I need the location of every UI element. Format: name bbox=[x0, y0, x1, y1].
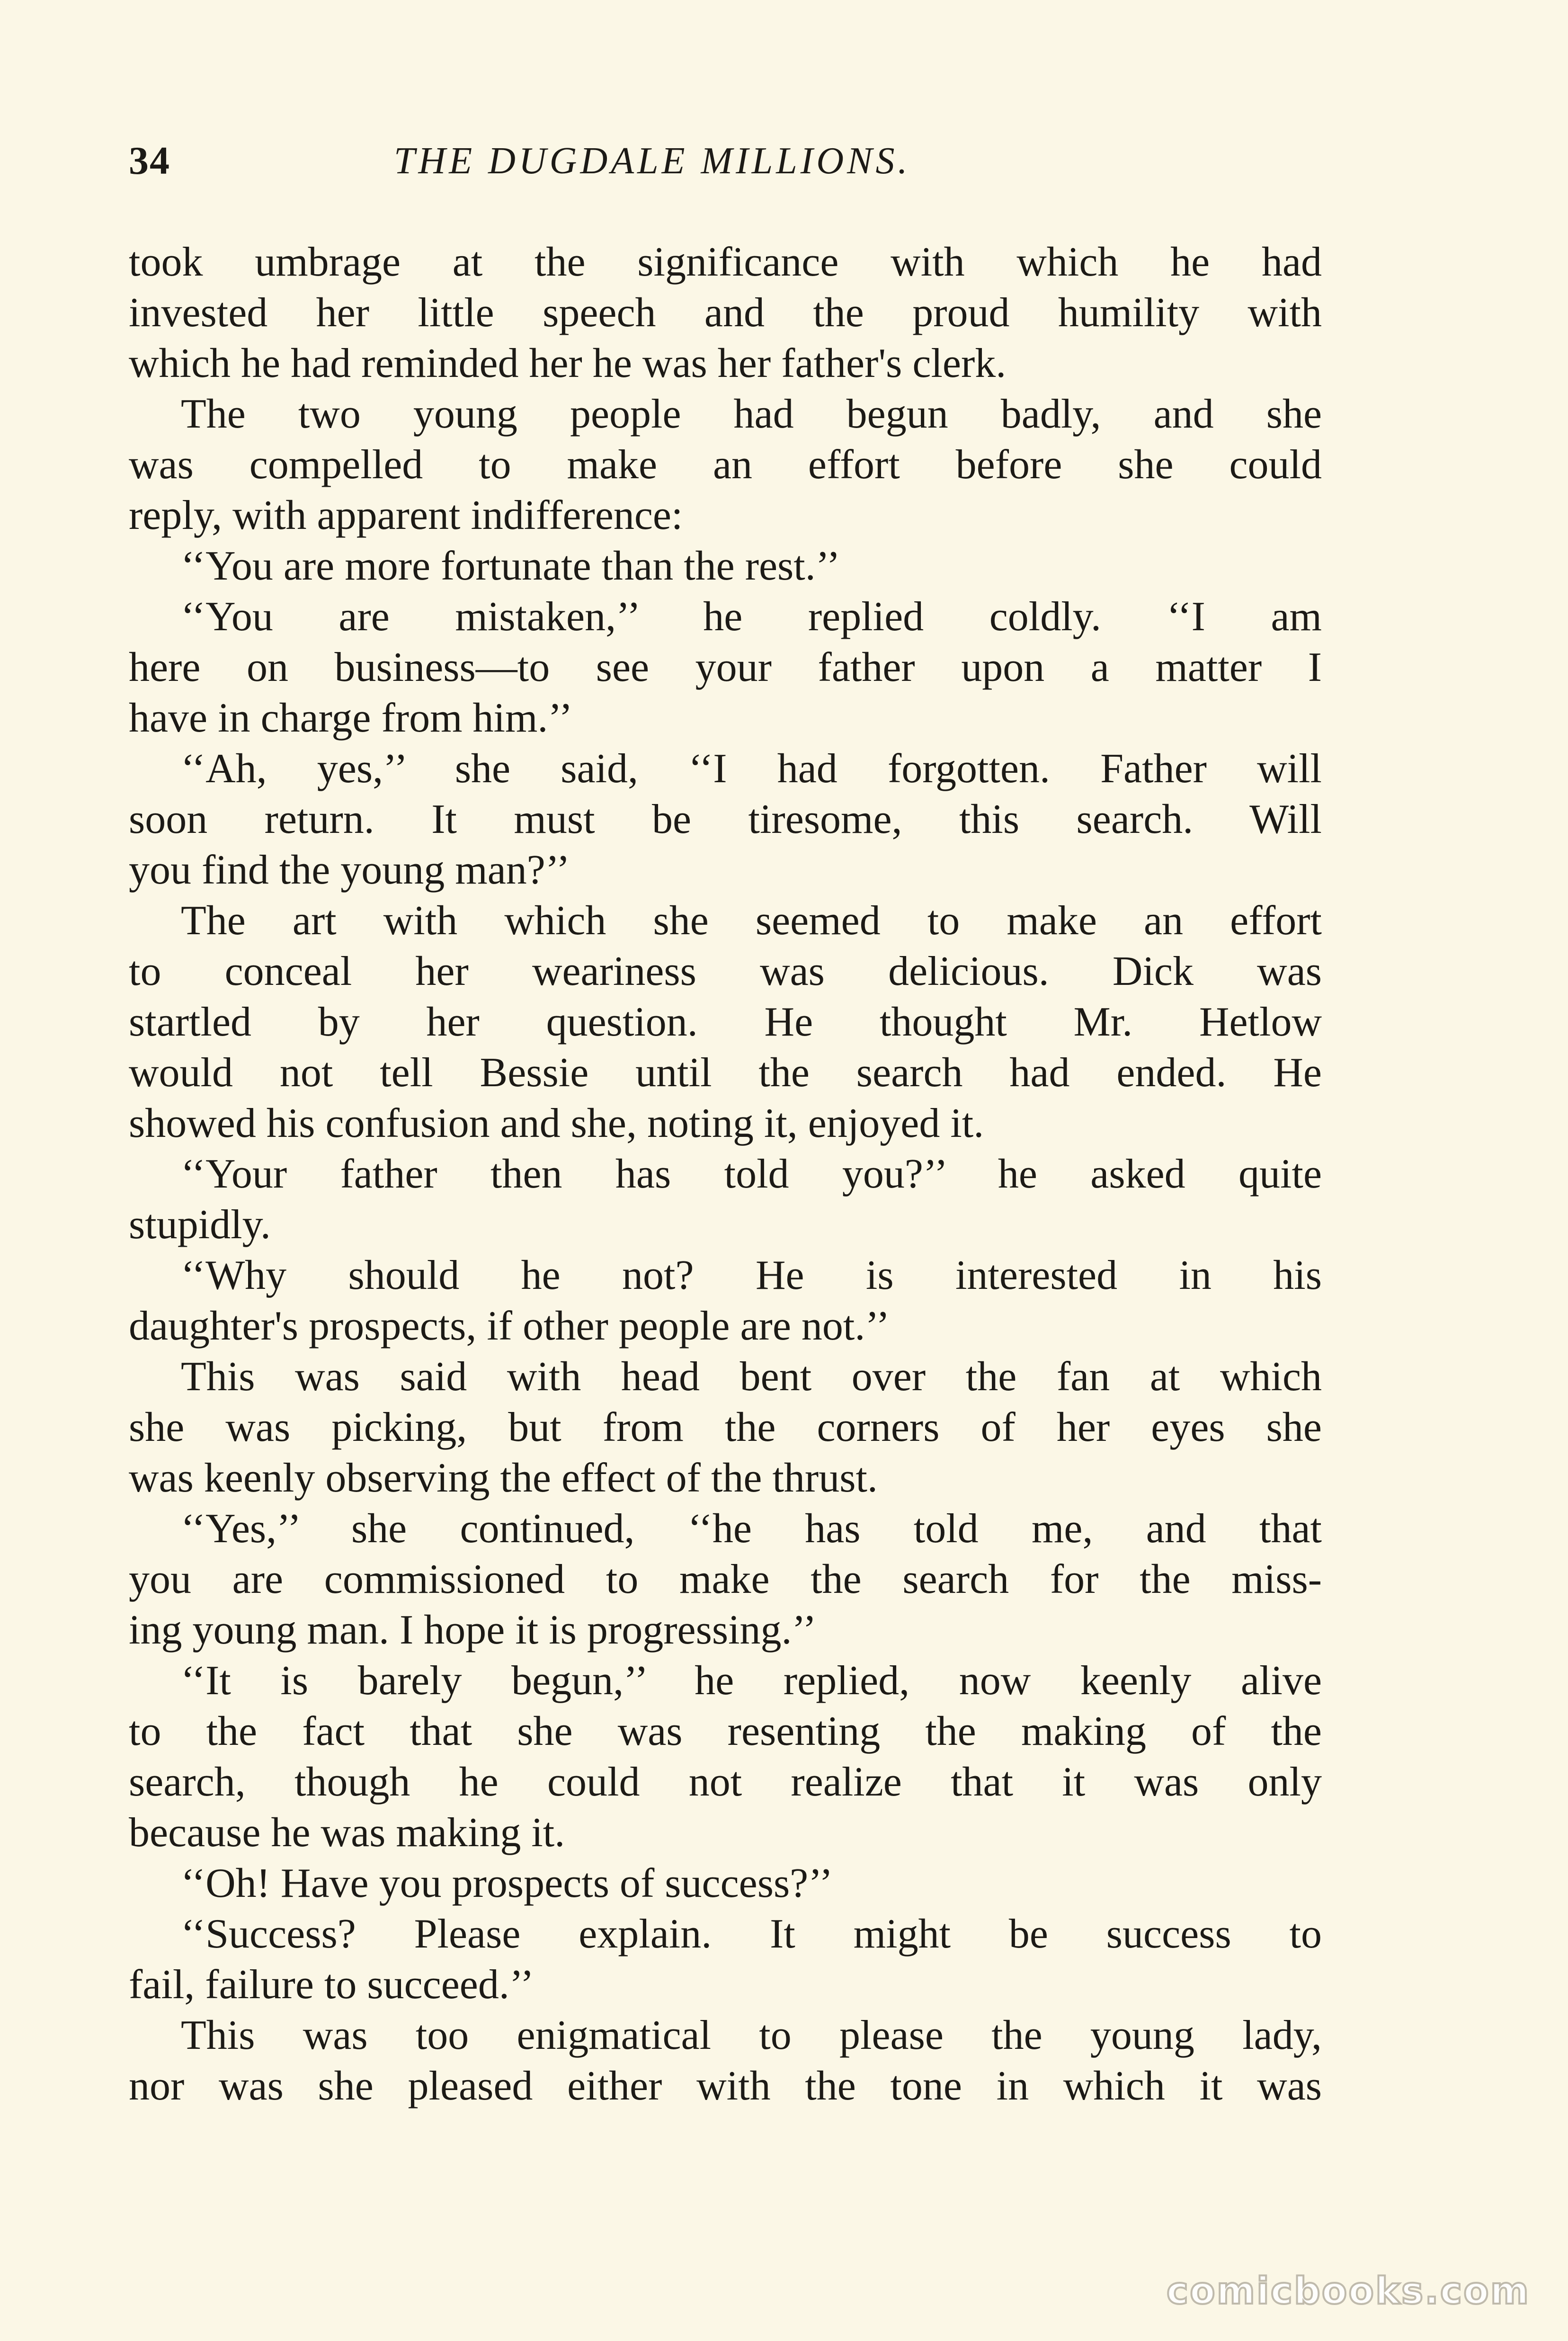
text-line: This was said with head bent over the fan at which bbox=[181, 1354, 1322, 1400]
text-line: would not tell Bessie until the search had ended. He bbox=[129, 1050, 1322, 1096]
text-line: to conceal her weariness was delicious. Dick was bbox=[129, 948, 1322, 994]
text-line: nor was she pleased either with the tone in which it was bbox=[129, 2063, 1322, 2109]
text-line: ‘‘You are mistaken,’’ he replied coldly. ‘‘I am bbox=[181, 594, 1322, 640]
watermark-logo: comicbooks.com bbox=[1166, 2270, 1530, 2313]
text-line: ‘‘Yes,’’ she continued, ‘‘he has told me, and that bbox=[181, 1506, 1322, 1552]
text-line: search, though he could not realize that it was only bbox=[129, 1759, 1322, 1805]
text-line: you find the young man?’’ bbox=[129, 847, 570, 893]
text-line: This was too enigmatical to please the young lady, bbox=[181, 2012, 1322, 2058]
text-line: because he was making it. bbox=[129, 1810, 565, 1856]
text-line: ‘‘Your father then has told you?’’ he asked quite bbox=[181, 1151, 1322, 1197]
text-line: ‘‘Oh! Have you prospects of success?’’ bbox=[181, 1860, 833, 1906]
text-line: ‘‘It is barely begun,’’ he replied, now keenly alive bbox=[181, 1658, 1322, 1704]
text-line: here on business—to see your father upon a matter I bbox=[129, 644, 1322, 690]
text-line: ‘‘Why should he not? He is interested in his bbox=[181, 1252, 1322, 1298]
text-line: The art with which she seemed to make an effort bbox=[181, 898, 1322, 944]
text-line: ‘‘Ah, yes,’’ she said, ‘‘I had forgotten. Father will bbox=[181, 746, 1322, 792]
text-line: ‘‘You are more fortunate than the rest.’’ bbox=[181, 543, 840, 589]
text-line: fail, failure to succeed.’’ bbox=[129, 1962, 534, 2008]
text-line: reply, with apparent indifference: bbox=[129, 492, 683, 538]
text-line: startled by her question. He thought Mr. Hetlow bbox=[129, 999, 1322, 1045]
text-line: daughter's prospects, if other people are not.’’ bbox=[129, 1303, 890, 1349]
text-line: she was picking, but from the corners of her eyes she bbox=[129, 1404, 1322, 1450]
text-line: soon return. It must be tiresome, this search. Will bbox=[129, 796, 1322, 842]
text-line: you are commissioned to make the search for the miss- bbox=[129, 1556, 1322, 1602]
text-line: to the fact that she was resenting the making of the bbox=[129, 1708, 1322, 1754]
running-head bbox=[129, 128, 1331, 194]
body-text bbox=[129, 237, 1322, 2111]
text-line: was compelled to make an effort before she could bbox=[129, 442, 1322, 488]
text-line: ‘‘Success? Please explain. It might be success to bbox=[181, 1911, 1322, 1957]
text-line: invested her little speech and the proud humility with bbox=[129, 290, 1322, 336]
text-line: ing young man. I hope it is progressing.’’ bbox=[129, 1607, 817, 1653]
text-line: stupidly. bbox=[129, 1202, 271, 1248]
text-line: The two young people had begun badly, and she bbox=[181, 391, 1322, 437]
text-line: took umbrage at the significance with which he had bbox=[129, 239, 1322, 285]
text-line: have in charge from him.’’ bbox=[129, 695, 573, 741]
page-number: 34 bbox=[129, 139, 170, 183]
text-line: showed his confusion and she, noting it, enjoyed it. bbox=[129, 1100, 984, 1146]
text-line: which he had reminded her he was her father's clerk. bbox=[129, 340, 1007, 386]
book-title: THE DUGDALE MILLIONS. bbox=[394, 140, 911, 182]
text-line: was keenly observing the effect of the thrust. bbox=[129, 1455, 878, 1501]
